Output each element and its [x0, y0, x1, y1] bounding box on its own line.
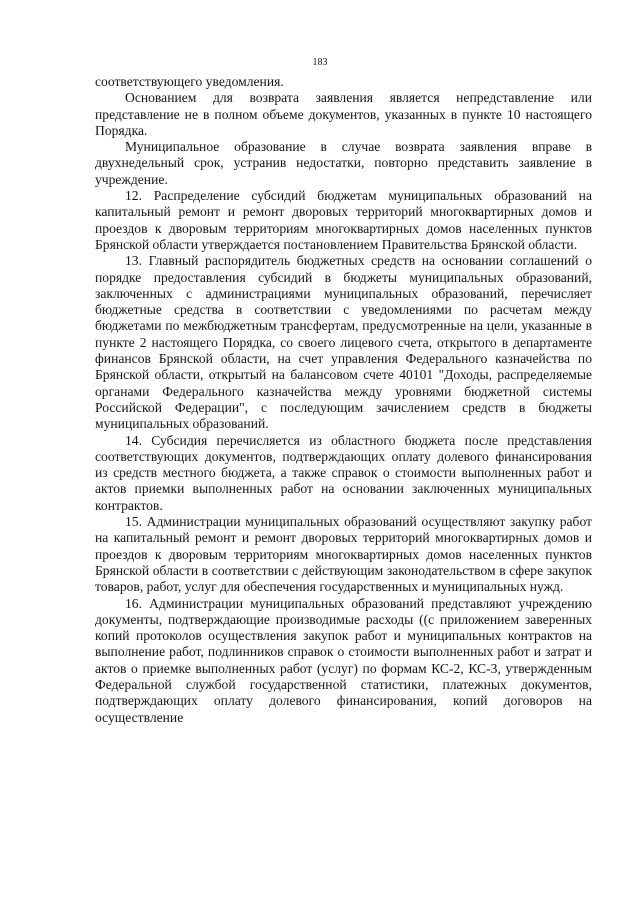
paragraph-resubmission: Муниципальное образование в случае возврата заявления вправе в двухнедельный срок, устранив недостатки, повторно представить заявление в учреждение.: [95, 139, 592, 187]
paragraph-return-grounds: Основанием для возврата заявления является непредставление или представление не в полном объеме документов, указанных в пункте 10 настоящего Порядка.: [95, 90, 592, 138]
paragraph-item-16: 16. Администрации муниципальных образований представляют учреждению документы, подтверждающие производимые расходы ((с приложением заверенных копий протоколов осуществления закупок работ и муниципальных контрактов на выполнение работ, подлинников справок о стоимости выполненных работ и затрат и актов о приемке выполненных работ (услуг) по формам КС-2, КС-3, утвержденным Федеральной службой государственной статистики, платежных документов, подтверждающих оплату долевого финансирования, копий договоров на осуществление: [95, 595, 592, 725]
paragraph-continuation: соответствующего уведомления.: [95, 74, 284, 89]
page-number: 183: [312, 57, 328, 68]
paragraph-item-13: 13. Главный распорядитель бюджетных средств на основании соглашений о порядке предоставления субсидий в бюджеты муниципальных образований, заключенных с администрациями муниципальных образований, перечисляет бюджетные средства в соответствии с уведомлениями по расчетам между бюджетами по межбюджетным трансфертам, предусмотренные на цели, указанные в пункте 2 настоящего Порядка, со своего лицевого счета, открытого в департаменте финансов Брянской области, на счет управления Федерального казначейства по Брянской области, открытый на балансовом счете 40101 "Доходы, распределяемые органами Федерального казначейства между уровнями бюджетной системы Российской Федерации", с последующим зачислением средств в бюджеты муниципальных образований.: [95, 253, 592, 432]
body-text: [95, 74, 592, 726]
paragraph-item-14: 14. Субсидия перечисляется из областного бюджета после представления соответствующих документов, подтверждающих оплату долевого финансирования из средств местного бюджета, а также справок о стоимости выполненных работ и актов приемки выполненных работ на основании заключенных муниципальных контрактов.: [95, 432, 592, 513]
paragraph-item-15: 15. Администрации муниципальных образований осуществляют закупку работ на капитальный ремонт и ремонт дворовых территорий многоквартирных домов и проездов к дворовым территориям многоквартирных домов населенных пунктов Брянской области в соответствии с действующим законодательством в сфере закупок товаров, работ, услуг для обеспечения государственных и муниципальных нужд.: [95, 514, 592, 595]
paragraph-item-12: 12. Распределение субсидий бюджетам муниципальных образований на капитальный ремонт и ремонт дворовых территорий многоквартирных домов и проездов к дворовым территориям многоквартирных домов населенных пунктов Брянской области утверждается постановлением Правительства Брянской области.: [95, 188, 592, 252]
